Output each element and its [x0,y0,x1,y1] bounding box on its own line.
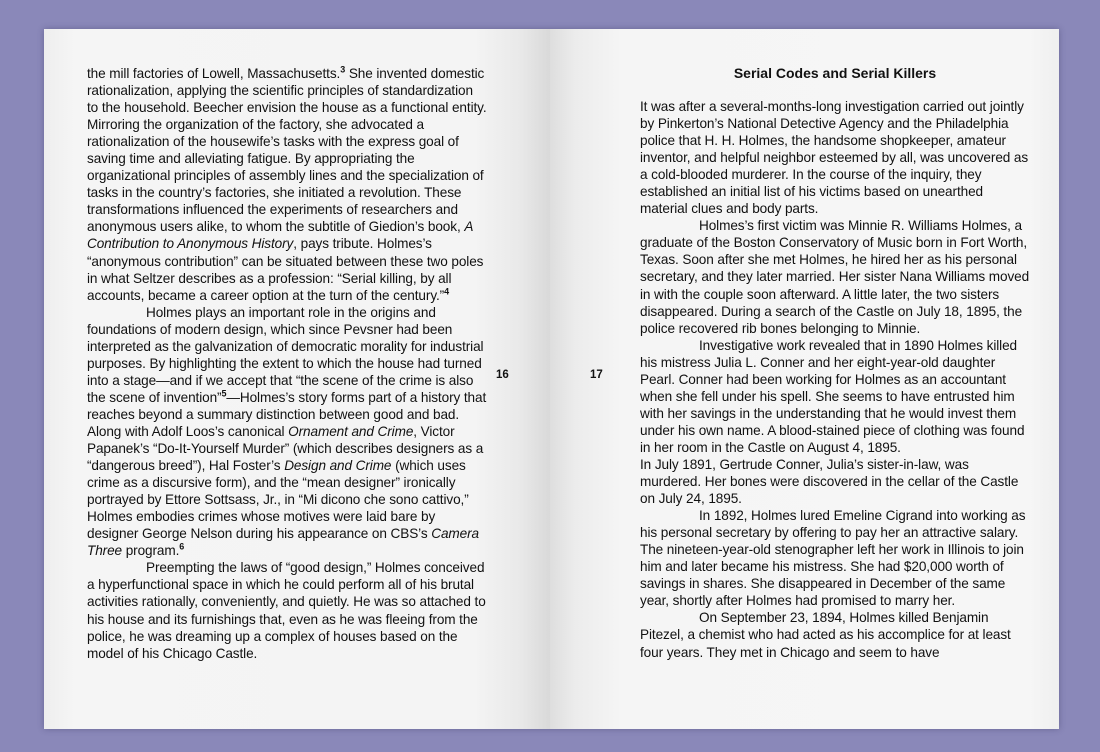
footnote-ref: 4 [444,286,450,297]
footnote-ref: 3 [340,64,346,75]
paragraph: It was after a several-months-long investigation carried out jointly by Pinkerton’s National Detective Agency and the Philadelphia police that H. H. Holmes, the handsome shopkeeper, amateur inventor, and helpful neighbor esteemed by all, was uncovered as a cold-blooded murderer. In the course of the inquiry, they established an initial list of his victims based on unearthed material clues and body parts. [640,99,1029,217]
footnote-ref: 5 [221,388,227,399]
page-number: 16 [496,369,509,381]
paragraph: the mill factories of Lowell, Massachusetts.$^3$ She invented domestic rationalization, applying the scientific principles of standardization to the household. Beecher envision the house as a functional entity. Mirroring the organization of the factory, she advocated a rationalization of the housewife’s tasks with the express goal of saving time and alleviating fatigue. By appropriating the organizational principles of assembly lines and the specialization of tasks in the country’s factories, she initiated a revolution. These transformations influenced the experiments of researchers and anonymous users alike, to whom the subtitle of Giedion’s book, A Contribution to Anonymous History, pays tribute. Holmes’s “anonymous contribution” can be situated between these two poles in what Seltzer describes as a profession: “Serial killing, by all accounts, became a career option at the turn of the century.”$^4$ [87,64,487,303]
left-page [44,29,550,729]
right-page-body [640,98,1030,661]
right-page [550,29,1059,729]
footnote-ref: 6 [179,541,185,552]
open-book [44,29,1059,729]
paragraph: Holmes’s first victim was Minnie R. Williams Holmes, a graduate of the Boston Conservatory of Music born in Fort Worth, Texas. Soon after she met Holmes, he hired her as his personal secretary, and they later married. Her sister Nana Williams moved in with the couple soon afterward. A little later, the two sisters disappeared. During a search of the Castle on July 18, 1895, the police recovered rib bones belonging to Minnie. [640,218,1030,336]
left-page-body [87,65,487,662]
page-number: 17 [590,369,603,381]
paragraph: Holmes plays an important role in the origins and foundations of modern design, which since Pevsner had been interpreted as the galvanization of democratic morality for industrial purposes. By highlighting the extent to which the house had turned into a stage—and if we accept that “the scene of the crime is also the scene of invention”$^5$—Holmes’s story forms part of a history that reaches beyond a summary distinction between good and bad. Along with Adolf Loos’s canonical Ornament and Crime, Victor Papanek’s “Do-It-Yourself Murder” (which describes designers as a “dangerous breed”), Hal Foster’s Design and Crime (which uses crime as a discursive form), and the “mean designer” ironically portrayed by Ettore Sottsass, Jr., in “Mi dicono che sono cattivo,” Holmes embodies crimes whose motives were laid bare by designer George Nelson during his appearance on CBS’s Camera Three program.$^6$ [87,304,487,559]
paragraph: Preempting the laws of “good design,” Holmes conceived a hyperfunctional space in which he could perform all of his brutal activities rationally, conveniently, and quietly. He was so attached to his house and its furnishings that, even as he was fleeing from the police, he was dreaming up a complex of houses based on the model of his Chicago Castle. [87,560,486,661]
paragraph: Investigative work revealed that in 1890 Holmes killed his mistress Julia L. Conner and her eight-year-old daughter Pearl. Conner had been working for Holmes as an accountant when she fell under his spell. She seems to have entrusted him with her savings in the understanding that he would invest them under his own name. A blood-stained piece of clothing was found in her room in the Castle on August 4, 1895. [640,337,1025,455]
paragraph: In July 1891, Gertrude Conner, Julia’s sister-in-law, was murdered. Her bones were discovered in the cellar of the Castle on July 24, 1895. [640,456,1019,507]
paragraph: On September 23, 1894, Holmes killed Benjamin Pitezel, a chemist who had acted as his accomplice for at least four years. They met in Chicago and seem to have [640,610,1011,660]
paragraph: In 1892, Holmes lured Emeline Cigrand into working as his personal secretary by offering to pay her an attractive salary. The nineteen-year-old stenographer left her work in Illinois to join him and later became his mistress. She had $20,000 worth of savings in shares. She disappeared in December of the same year, shortly after Holmes had promised to marry her. [640,508,1026,609]
chapter-heading: Serial Codes and Serial Killers [733,65,937,81]
